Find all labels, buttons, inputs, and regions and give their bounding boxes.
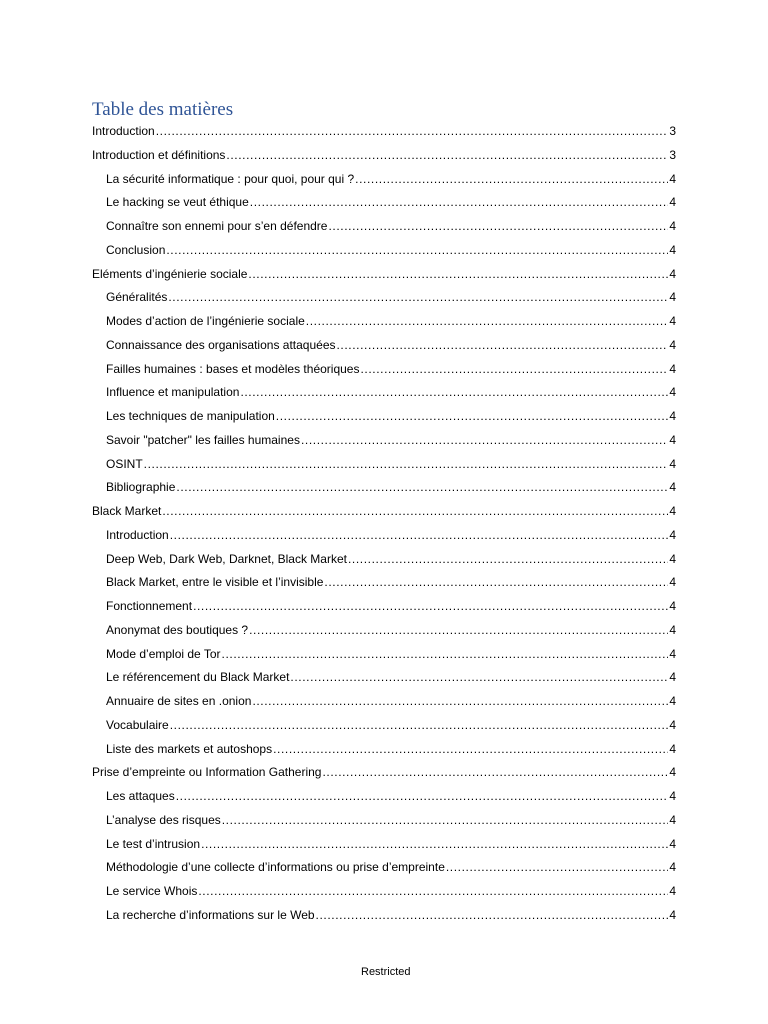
toc-entry-page: 4 [669, 765, 676, 780]
toc-entry-page: 4 [669, 646, 676, 661]
toc-entry-page: 3 [669, 147, 676, 162]
toc-entry-page: 4 [669, 551, 676, 566]
toc-entry-page: 4 [669, 836, 676, 851]
toc-entry-label: Le test d’intrusion [106, 836, 201, 851]
toc-dot-leader [250, 191, 669, 213]
toc-entry-page: 4 [669, 480, 676, 495]
toc-dot-leader [176, 476, 668, 498]
toc-dot-leader [324, 571, 668, 593]
toc-dot-leader [248, 263, 668, 285]
toc-entry-page: 4 [669, 456, 676, 471]
toc-entry[interactable] [106, 168, 676, 190]
toc-dot-leader [198, 880, 668, 902]
toc-entry-label: Généralités [106, 290, 168, 305]
toc-entry-label: Le service Whois [106, 884, 198, 898]
toc-dot-leader [170, 524, 669, 546]
toc-entry-page: 4 [669, 884, 676, 898]
toc-entry[interactable] [106, 904, 676, 926]
toc-entry[interactable] [106, 429, 676, 451]
toc-entry-page: 4 [669, 242, 676, 257]
classification-footer: Restricted [361, 966, 411, 978]
toc-entry-label: Prise d’empreinte ou Information Gathering [92, 765, 322, 780]
toc-entry[interactable] [106, 880, 676, 902]
toc-entry-page: 4 [669, 717, 676, 732]
toc-entry-page: 4 [669, 907, 676, 922]
toc-entry-page: 4 [669, 575, 676, 590]
toc-entry-label: La recherche d’informations sur le Web [106, 907, 315, 922]
toc-dot-leader [170, 714, 669, 736]
toc-entry-label: Vocabulaire [106, 717, 169, 732]
toc-dot-leader [301, 429, 668, 451]
toc-entry[interactable] [106, 191, 676, 213]
toc-entry-label: Deep Web, Dark Web, Darknet, Black Market [106, 551, 347, 566]
toc-entry[interactable] [106, 690, 676, 712]
toc-entry[interactable] [92, 500, 676, 522]
toc-entry-label: Conclusion [106, 242, 166, 257]
toc-dot-leader [316, 904, 669, 926]
toc-dot-leader [226, 144, 668, 166]
toc-entry-page: 4 [669, 599, 676, 613]
toc-entry-page: 4 [669, 195, 676, 210]
toc-entry-page: 4 [669, 432, 676, 447]
toc-entry[interactable] [106, 571, 676, 593]
toc-entry-page: 4 [669, 812, 676, 827]
toc-entry[interactable] [106, 381, 676, 403]
toc-entry-page: 4 [669, 409, 676, 423]
toc-entry-label: Savoir "patcher" les failles humaines [106, 432, 300, 447]
toc-entry-label: Anonymat des boutiques ? [106, 622, 249, 637]
toc-dot-leader [156, 120, 669, 142]
toc-dot-leader [355, 168, 668, 190]
toc-entry-label: Annuaire de sites en .onion [106, 694, 252, 708]
toc-entry-label: Modes d’action de l’ingénierie sociale [106, 314, 305, 328]
toc-entry-page: 4 [669, 314, 676, 328]
toc-entry[interactable] [106, 476, 676, 498]
toc-entry-page: 4 [669, 527, 676, 542]
toc-entry[interactable] [106, 215, 676, 237]
toc-entry-label: Black Market, entre le visible et l’invisible [106, 575, 324, 590]
toc-dot-leader [222, 809, 669, 831]
toc-entry-label: Connaissance des organisations attaquées [106, 337, 336, 352]
toc-entry-page: 4 [669, 670, 676, 685]
toc-dot-leader [166, 239, 668, 261]
toc-entry-label: Introduction [92, 124, 155, 138]
toc-entry-label: Influence et manipulation [106, 385, 240, 400]
toc-entry[interactable] [92, 120, 676, 142]
toc-entry-label: Connaître son ennemi pour s’en défendre [106, 219, 328, 233]
toc-dot-leader [162, 500, 668, 522]
toc-entry-page: 4 [669, 361, 676, 376]
toc-entry[interactable] [106, 856, 676, 878]
toc-entry[interactable] [106, 643, 676, 665]
toc-entry-label: L’analyse des risques [106, 812, 221, 827]
toc-entry-page: 4 [669, 385, 676, 400]
toc-dot-leader [276, 405, 669, 427]
toc-entry-label: Black Market [92, 504, 162, 518]
toc-entry[interactable] [106, 453, 676, 475]
toc-entry-label: Introduction et définitions [92, 147, 226, 162]
toc-entry-label: OSINT [106, 456, 143, 471]
toc-entry-page: 4 [669, 266, 676, 281]
toc-entry[interactable] [106, 239, 676, 261]
toc-entry-label: Le hacking se veut éthique [106, 195, 249, 210]
toc-dot-leader [290, 666, 668, 688]
toc-entry-page: 4 [669, 622, 676, 637]
toc-entry-page: 4 [669, 337, 676, 352]
toc-entry-page: 4 [669, 789, 676, 803]
toc-entry-label: Le référencement du Black Market [106, 670, 290, 685]
toc-dot-leader [328, 215, 668, 237]
toc-entry-page: 4 [669, 694, 676, 708]
toc-entry-page: 4 [669, 290, 676, 305]
toc-entry-label: Failles humaines : bases et modèles théoriques [106, 361, 360, 376]
toc-entry[interactable] [106, 595, 676, 617]
toc-entry-page: 4 [669, 171, 676, 186]
toc-entry-label: Fonctionnement [106, 599, 193, 613]
toc-entry[interactable] [106, 666, 676, 688]
toc-entry-page: 4 [669, 741, 676, 756]
toc-entry-page: 4 [669, 504, 676, 518]
toc-entry[interactable] [92, 263, 676, 285]
toc-entry[interactable] [106, 833, 676, 855]
toc-entry[interactable] [106, 286, 676, 308]
toc-dot-leader [222, 643, 669, 665]
toc-dot-leader [176, 785, 669, 807]
toc-entry[interactable] [106, 809, 676, 831]
toc-dot-leader [322, 761, 668, 783]
toc-dot-leader [337, 334, 669, 356]
toc-entry-page: 4 [669, 219, 676, 233]
toc-entry[interactable] [106, 334, 676, 356]
toc-dot-leader [193, 595, 668, 617]
toc-entry[interactable] [92, 144, 676, 166]
toc-entry-label: Méthodologie d’une collecte d’informations ou prise d’empreinte [106, 860, 445, 875]
toc-dot-leader [168, 286, 668, 308]
toc-dot-leader [249, 619, 668, 641]
toc-entry[interactable] [106, 310, 676, 332]
toc-entry-label: Mode d’emploi de Tor [106, 646, 221, 661]
toc-dot-leader [273, 738, 668, 760]
toc-entry[interactable] [106, 619, 676, 641]
toc-entry[interactable] [106, 358, 676, 380]
toc-dot-leader [201, 833, 668, 855]
toc-dot-leader [252, 690, 668, 712]
toc-dot-leader [446, 856, 668, 878]
toc-dot-leader [306, 310, 669, 332]
toc-entry-page: 3 [669, 124, 676, 138]
toc-entry-label: Les attaques [106, 789, 175, 803]
toc-entry-label: Bibliographie [106, 480, 176, 495]
toc-entry[interactable] [106, 714, 676, 736]
toc-entry-label: Liste des markets et autoshops [106, 741, 273, 756]
toc-entry[interactable] [106, 524, 676, 546]
toc-entry-page: 4 [669, 860, 676, 875]
toc-entry[interactable] [106, 785, 676, 807]
toc-entry[interactable] [106, 738, 676, 760]
toc-dot-leader [240, 381, 668, 403]
toc-entry-label: Les techniques de manipulation [106, 409, 275, 423]
toc-entry[interactable] [106, 548, 676, 570]
page-title: Table des matières [92, 99, 234, 120]
toc-entry-label: Introduction [106, 527, 169, 542]
toc-dot-leader [144, 453, 669, 475]
toc-entry[interactable] [106, 405, 676, 427]
toc-entry[interactable] [92, 761, 676, 783]
toc-dot-leader [348, 548, 668, 570]
toc-entry-label: Eléments d’ingénierie sociale [92, 266, 248, 281]
toc-dot-leader [360, 358, 668, 380]
toc-entry-label: La sécurité informatique : pour quoi, pour qui ? [106, 171, 355, 186]
